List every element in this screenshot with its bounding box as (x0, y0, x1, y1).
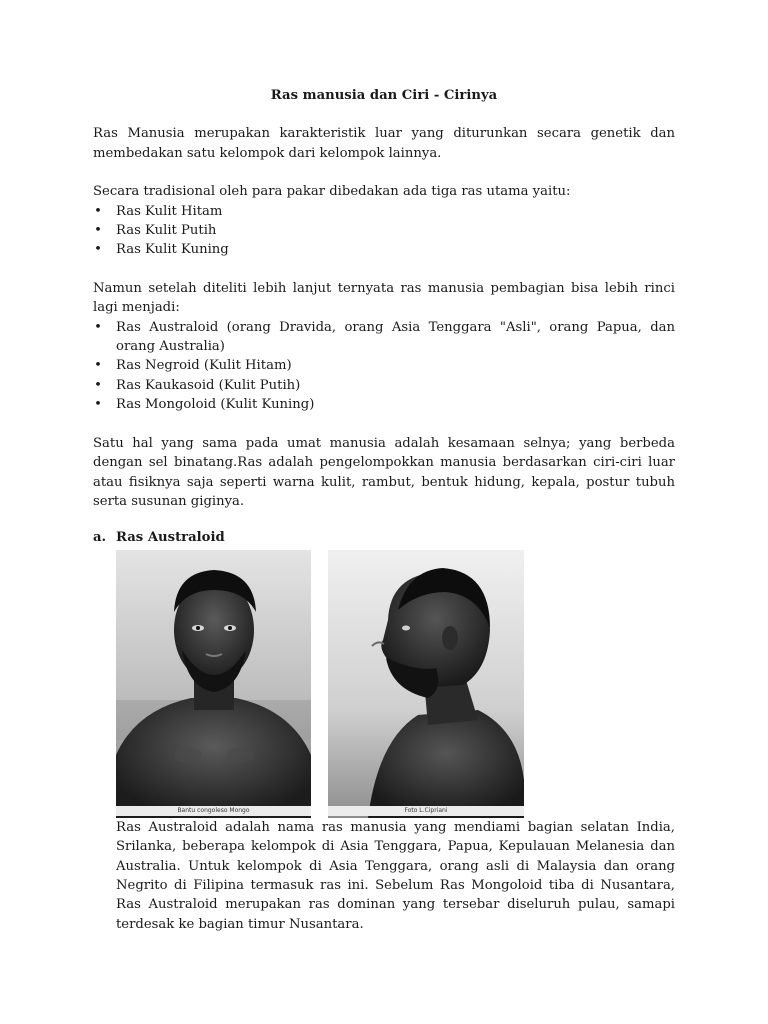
section-title: Ras Australoid (116, 530, 225, 546)
list-item: • Ras Negroid (Kulit Hitam) (93, 356, 675, 375)
detailed-list (93, 318, 675, 415)
bullet-icon: • (94, 319, 102, 335)
section-number: a. (93, 530, 107, 546)
bullet-icon: • (94, 203, 102, 219)
list-item: • Ras Kaukasoid (Kulit Putih) (93, 376, 675, 395)
photo-caption: Foto L.Cipriani (328, 806, 524, 816)
portrait-front-photo (116, 550, 311, 818)
list-item: • Ras Kulit Putih (93, 221, 675, 240)
bullet-icon: • (94, 397, 102, 413)
document-title: Ras manusia dan Ciri - Cirinya (270, 88, 498, 103)
bullet-icon: • (94, 377, 102, 393)
detailed-lead: Namun setelah diteliti lebih lanjut ternyata ras manusia pembagian bisa lebih rinci lagi menjadi: (93, 280, 675, 316)
photo-row (116, 550, 675, 818)
document-page (93, 86, 675, 934)
australoid-description (93, 818, 675, 934)
list-item: • Ras Kulit Hitam (93, 202, 675, 221)
section-body: Ras Australoid adalah nama ras manusia yang mendiami bagian selatan India, Srilanka, beberapa kelompok di Asia Tenggara, Papua, Kepulauan Melanesia dan Australia. Untuk kelompok di Asia Tenggara, orang asli di Malaysia dan orang Negrito di Filipina termasuk ras ini. Sebelum Ras Mongoloid tiba di Nusantara, Ras Australoid merupakan ras dominan yang tersebar diseluruh pulau, samapi terdesak ke bagian timur Nusantara. (116, 819, 675, 932)
section-heading (93, 528, 675, 547)
bullet-icon: • (94, 223, 102, 239)
traditional-list (93, 202, 675, 260)
list-item: • Ras Kulit Kuning (93, 240, 675, 259)
traditional-lead: Secara tradisional oleh para pakar dibedakan ada tiga ras utama yaitu: (93, 184, 571, 200)
portrait-profile-photo (328, 550, 524, 818)
list-item: • Ras Australoid (orang Dravida, orang Asia Tenggara "Asli", orang Papua, dan orang Australia) (94, 319, 675, 355)
list-item: • Ras Mongoloid (Kulit Kuning) (93, 395, 675, 414)
bullet-icon: • (94, 242, 102, 258)
intro-paragraph: Ras Manusia merupakan karakteristik luar yang diturunkan secara genetik dan membedakan satu kelompok dari kelompok lainnya. (93, 126, 675, 161)
bullet-icon: • (94, 358, 102, 374)
photo-caption: Bantu congoleso Mongo (116, 806, 311, 816)
cell-paragraph: Satu hal yang sama pada umat manusia adalah kesamaan selnya; yang berbeda dengan sel binatang.Ras adalah pengelompokkan manusia berdasarkan ciri-ciri luar atau fisiknya saja seperti warna kulit, rambut, bentuk hidung, kepala, postur tubuh serta susunan giginya. (93, 435, 675, 509)
